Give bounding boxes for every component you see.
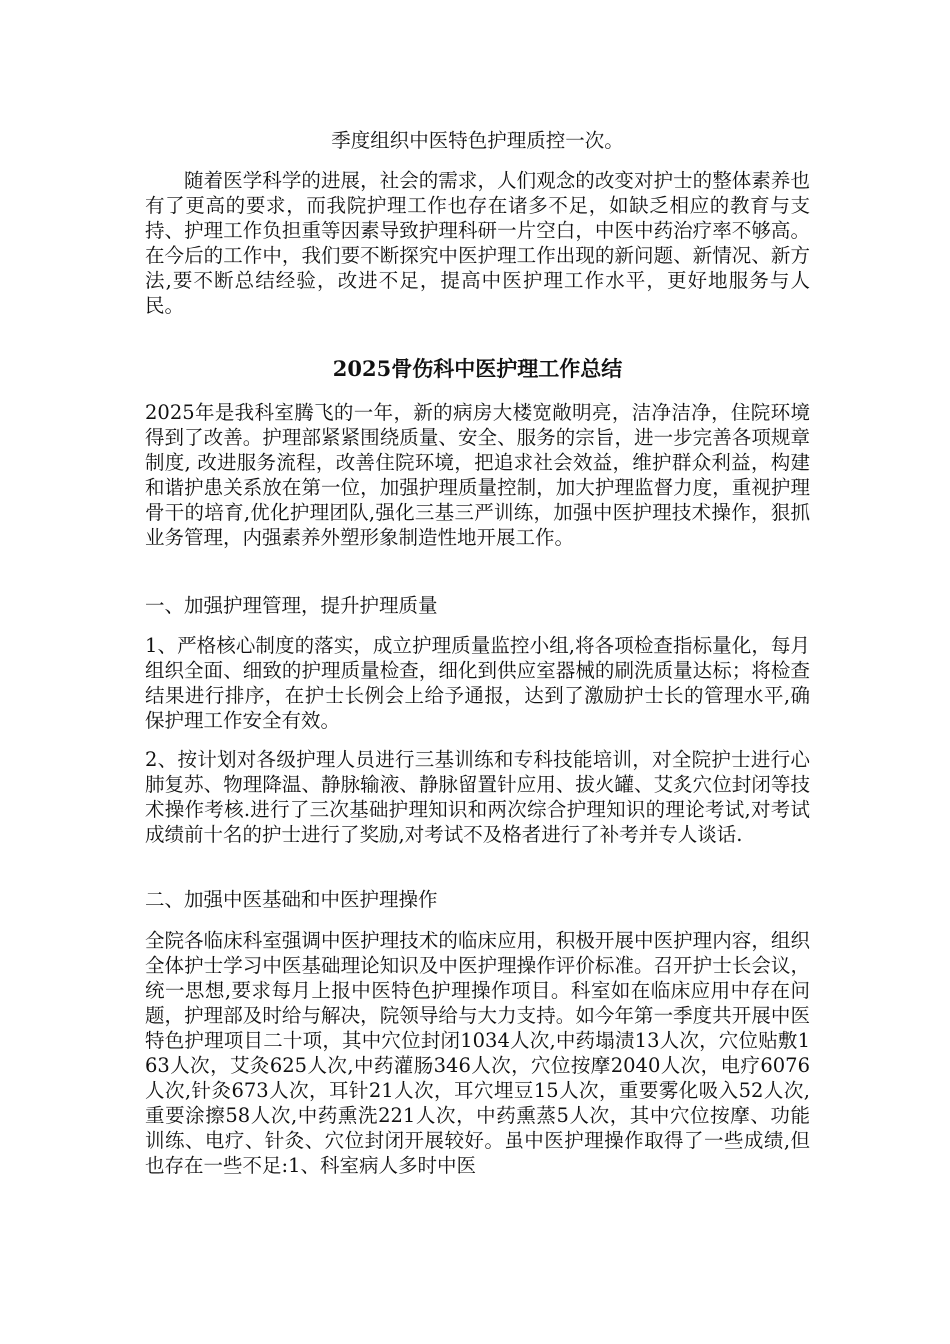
section-heading-2: 二、加强中医基础和中医护理操作 [145,888,438,911]
intro-paragraph: 随着医学科学的进展，社会的需求，人们观念的改变对护士的整体素养也有了更高的要求，而我院护理工作也存在诸多不足，如缺乏相应的教育与支持、护理工作负担重等因素导致护理科研一片空白，中医中药治疗率不够高。在今后的工作中，我们要不断探究中医护理工作出现的新问题、新情况、新方法,要不断总结经验，改进不足，提高中医护理工作水平，更好地服务与人民。 [145,169,810,317]
body-paragraph-2: 全院各临床科室强调中医护理技术的临床应用，积极开展中医护理内容，组织全体护士学习中医基础理论知识及中医护理操作评价标准。召开护士长会议，统一思想,要求每月上报中医特色护理操作项目。科室如在临床应用中存在问题，护理部及时给与解决，院领导给与大力支持。如今年第一季度共开展中医特色护理项目二十项，其中穴位封闭1034人次,中药塌渍13人次，穴位贴敷163人次，艾灸625人次,中药灌肠346人次，穴位按摩2040人次，电疗6076人次,针灸673人次，耳针21人次，耳穴埋豆15人次，重要雾化吸入52人次,重要涂擦58人次,中药熏洗221人次，中药熏蒸5人次，其中穴位按摩、功能训练、电疗、针灸、穴位封闭开展较好。虽中医护理操作取得了一些成绩,但也存在一些不足:1、科室病人多时中医 [145,929,810,1177]
body-paragraph-1: 2025年是我科室腾飞的一年，新的病房大楼宽敞明亮，洁净洁净，住院环境得到了改善。护理部紧紧围绕质量、安全、服务的宗旨，进一步完善各项规章制度, 改进服务流程，改善住院环境，把追求社会效益，维护群众利益，构建和谐护患关系放在第一位，加强护理质量控制，加大护理监督力度，重视护理骨干的培育,优化护理团队,强化三基三严训练，加强中医护理技术操作，狠抓业务管理，内强素养外塑形象制造性地开展工作。 [145,401,810,549]
list-item-2: 2、按计划对各级护理人员进行三基训练和专科技能培训，对全院护士进行心肺复苏、物理降温、静脉输液、静脉留置针应用、拔火罐、艾炙穴位封闭等技术操作考核.进行了三次基础护理知识和两次综合护理知识的理论考试,对考试成绩前十名的护士进行了奖励,对考试不及格者进行了补考并专人谈话. [145,748,810,846]
section-heading-1: 一、加强护理管理，提升护理质量 [145,594,438,617]
document-title: 2025骨伤科中医护理工作总结 [332,356,623,381]
list-item-1: 1、严格核心制度的落实，成立护理质量监控小组,将各项检查指标量化，每月组织全面、细致的护理质量检查，细化到供应室器械的刷洗质量达标；将检查结果进行排序，在护士长例会上给予通报，达到了激励护士长的管理水平,确保护理工作安全有效。 [145,634,810,732]
carryover-line: 季度组织中医特色护理质控一次。 [331,129,624,152]
